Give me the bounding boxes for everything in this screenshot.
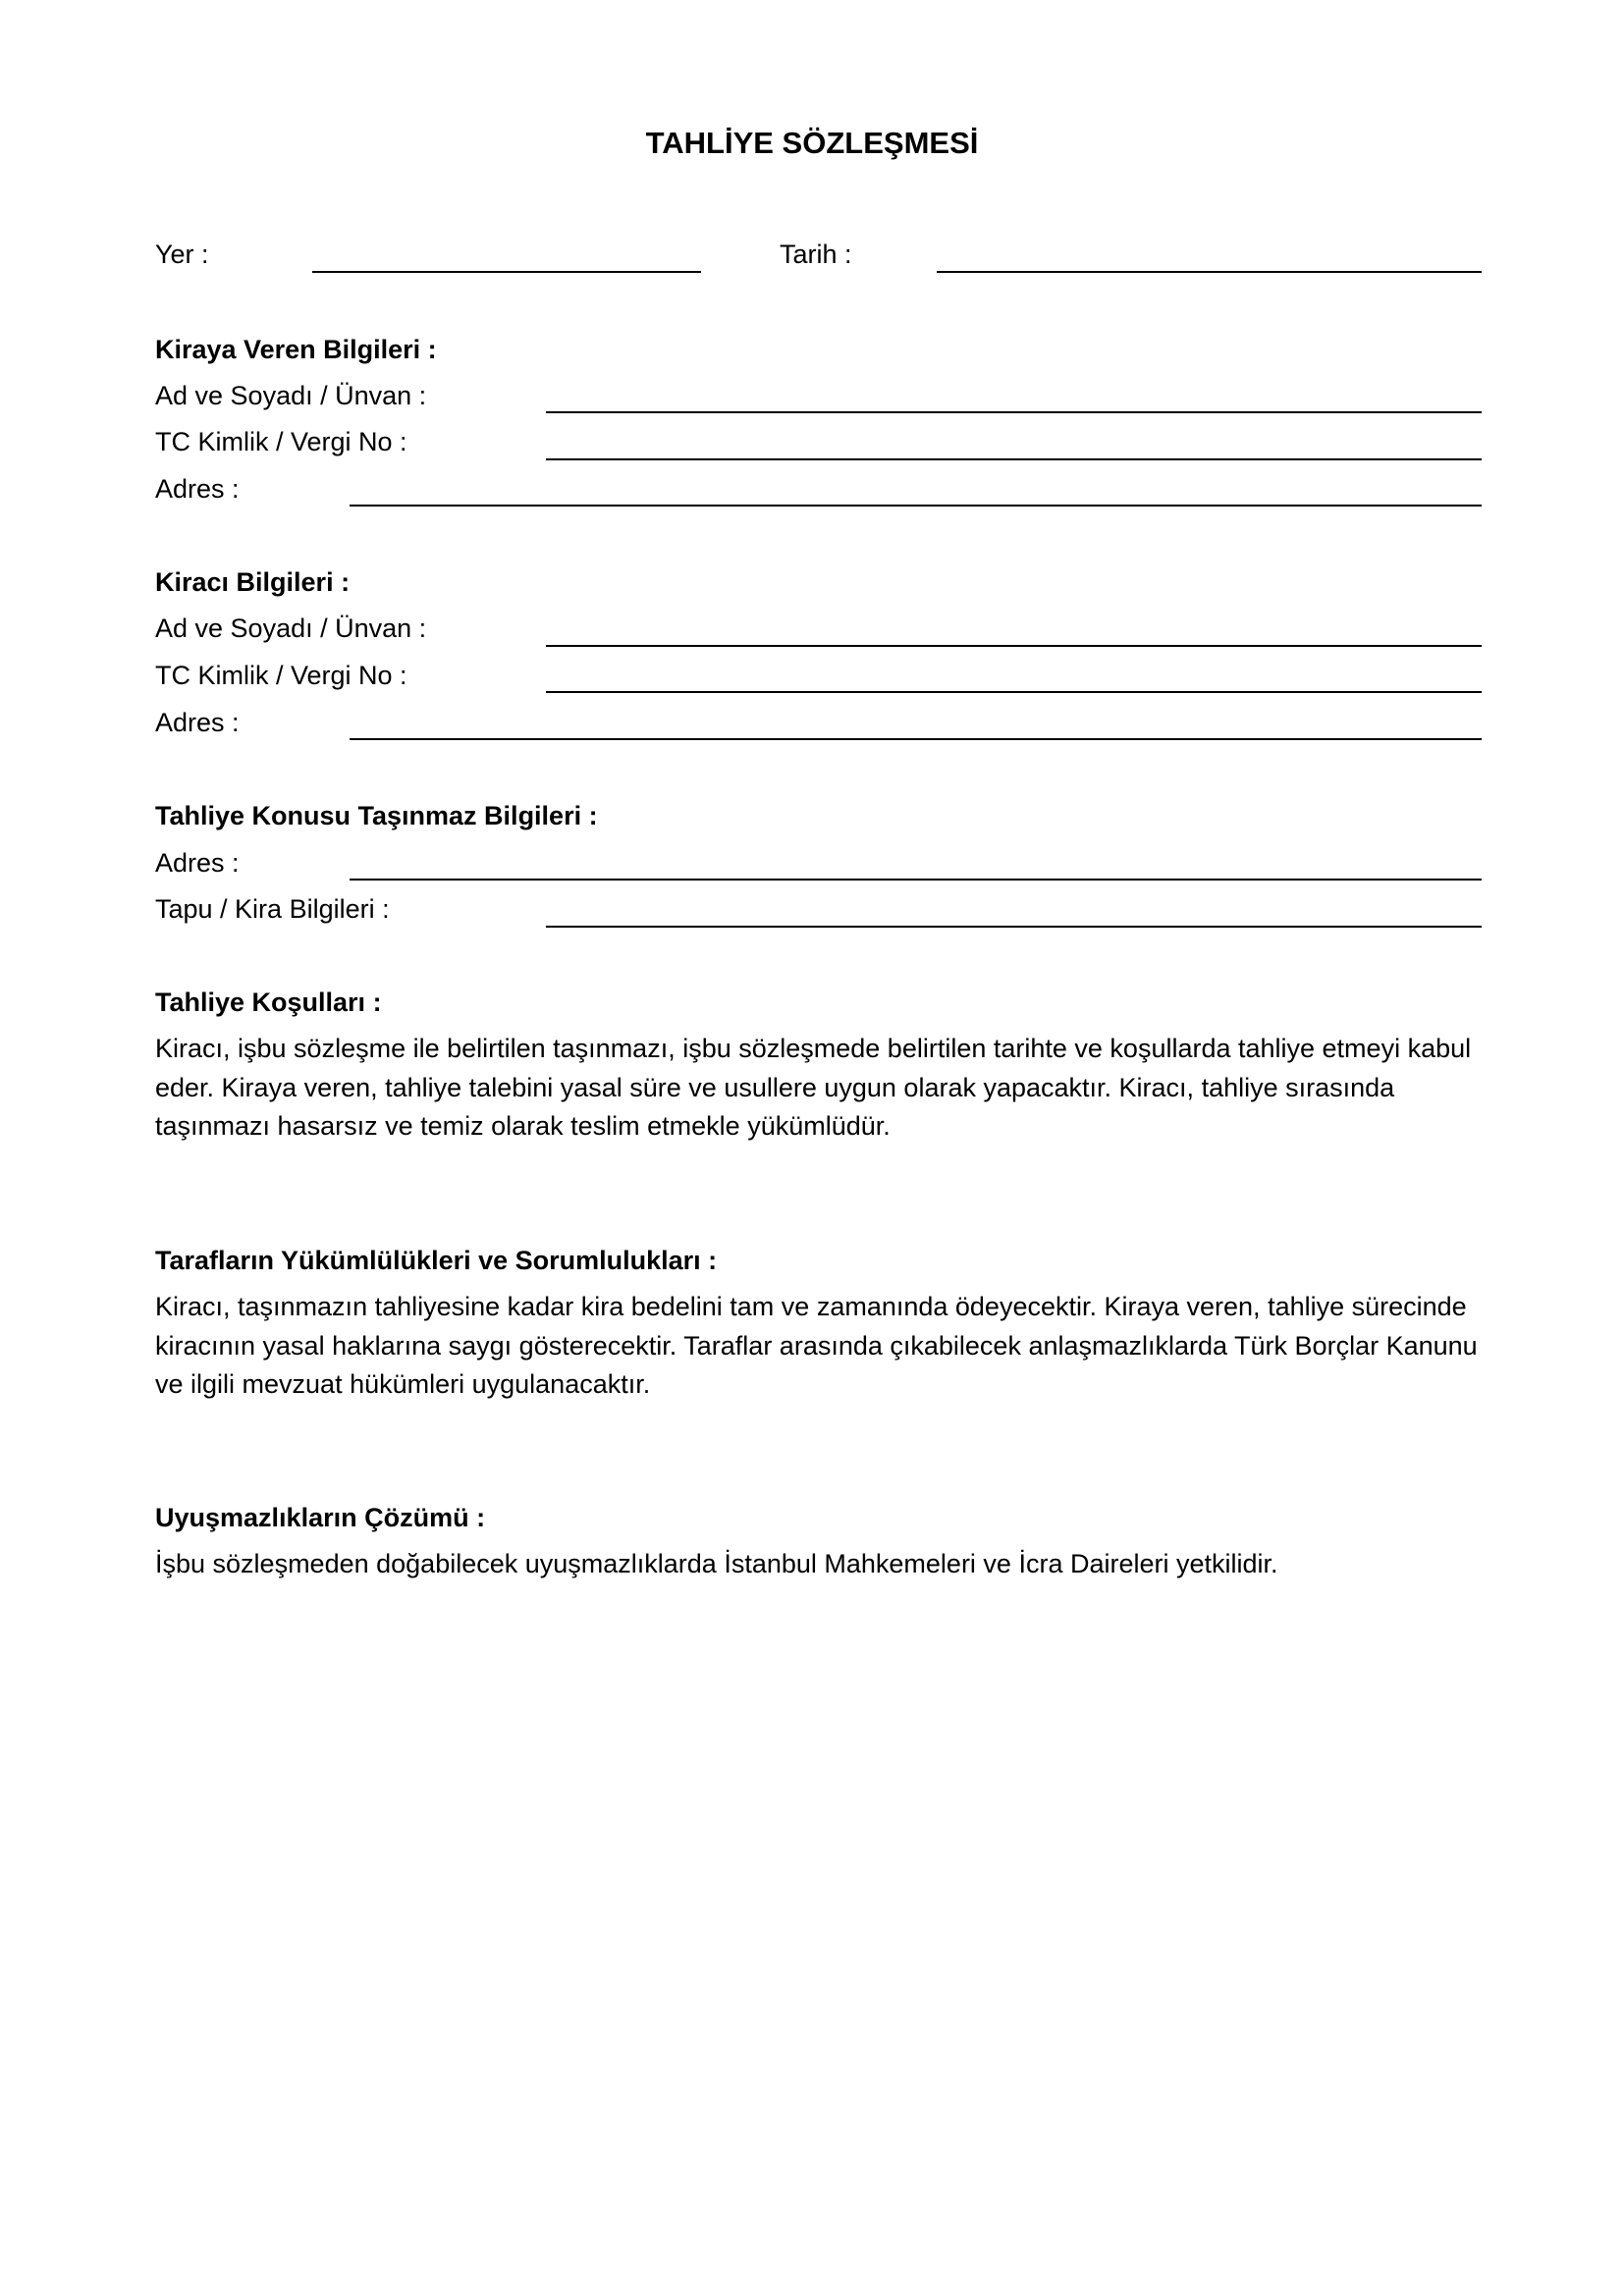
disputes-heading: Uyuşmazlıkların Çözümü : — [155, 1503, 486, 1532]
conditions-heading: Tahliye Koşulları : — [155, 988, 382, 1017]
property-heading: Tahliye Konusu Taşınmaz Bilgileri : — [155, 801, 598, 830]
landlord-heading: Kiraya Veren Bilgileri : — [155, 335, 437, 364]
landlord-id-field-line[interactable] — [546, 458, 1482, 460]
conditions-paragraph: Kiracı, işbu sözleşme ile belirtilen taşınmazı, işbu sözleşmede belirtilen tarihte ve koşullarda tahliye etmeyi kabul eder. Kiraya veren, tahliye talebini yasal süre ve usullere uygun olarak yapacaktır. Kiracı, tahliye sırasında taşınmazı hasarsız ve temiz olarak teslim etmekle yükümlüdür. — [155, 1034, 1472, 1141]
date-label: Tarih : — [780, 240, 852, 269]
landlord-name-label: Ad ve Soyadı / Ünvan : — [155, 381, 427, 410]
landlord-name-field-line[interactable] — [546, 411, 1482, 413]
obligations-paragraph: Kiracı, taşınmazın tahliyesine kadar kira bedelini tam ve zamanında ödeyecektir. Kiraya veren, tahliye sürecinde kiracının yasal haklarına saygı gösterecektir. Taraflar arasında çıkabilecek anlaşmazlıklarda Türk Borçlar Kanunu ve ilgili mevzuat hükümleri uygulanacaktır. — [155, 1292, 1478, 1399]
obligations-heading: Tarafların Yükümlülükleri ve Sorumlulukları : — [155, 1246, 718, 1275]
tenant-id-field-line[interactable] — [546, 691, 1482, 693]
tenant-address-label: Adres : — [155, 708, 240, 737]
property-address-label: Adres : — [155, 848, 240, 878]
property-deed-label: Tapu / Kira Bilgileri : — [155, 894, 390, 924]
property-address-field-line[interactable] — [350, 879, 1482, 881]
tenant-heading: Kiracı Bilgileri : — [155, 567, 351, 597]
date-field-line[interactable] — [937, 271, 1482, 273]
tenant-name-label: Ad ve Soyadı / Ünvan : — [155, 614, 427, 643]
tenant-name-field-line[interactable] — [546, 645, 1482, 647]
landlord-address-field-line[interactable] — [350, 505, 1482, 507]
disputes-paragraph: İşbu sözleşmeden doğabilecek uyuşmazlıklarda İstanbul Mahkemeleri ve İcra Daireleri yetkilidir. — [155, 1549, 1278, 1578]
landlord-address-label: Adres : — [155, 474, 240, 504]
place-field-line[interactable] — [312, 271, 701, 273]
place-label: Yer : — [155, 240, 209, 269]
tenant-address-field-line[interactable] — [350, 738, 1482, 740]
document-title: TAHLİYE SÖZLEŞMESİ — [645, 126, 979, 160]
tenant-id-label: TC Kimlik / Vergi No : — [155, 661, 407, 690]
landlord-id-label: TC Kimlik / Vergi No : — [155, 427, 407, 456]
property-deed-field-line[interactable] — [546, 926, 1482, 928]
